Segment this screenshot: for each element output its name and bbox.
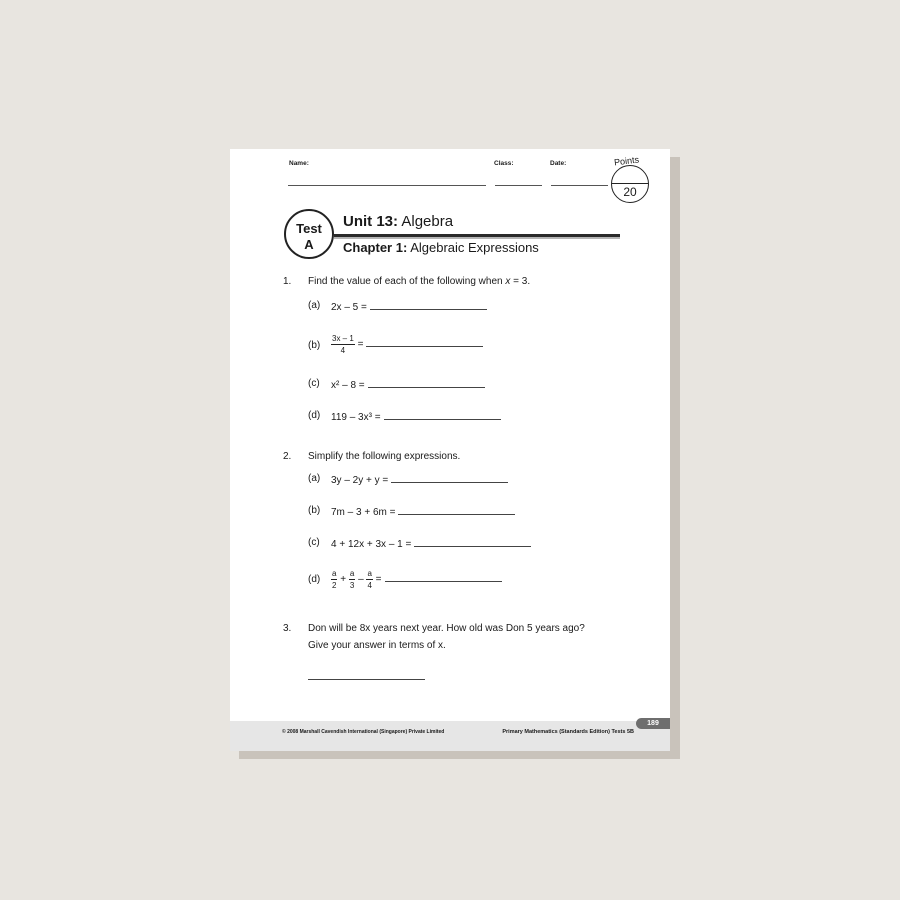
q1-text: Find the value of each of the following when x = 3. — [308, 276, 531, 287]
q1-number: 1. — [283, 276, 292, 287]
chapter-title: Chapter 1: Algebraic Expressions — [343, 240, 539, 255]
name-label: Name: — [289, 160, 309, 167]
footer — [230, 721, 670, 751]
class-label: Class: — [494, 160, 514, 167]
badge-test: Test — [296, 221, 322, 236]
answer-line[interactable] — [398, 505, 515, 515]
test-badge — [284, 209, 334, 259]
date-label: Date: — [550, 160, 567, 167]
points-value: 20 — [623, 185, 637, 199]
class-field[interactable] — [495, 185, 542, 186]
worksheet-page: Name: Class: Date: Points 20 Test A Unit 13: Algebra Chapter 1: Algebraic Expressions 1. Find the value of each of the following when x = 3. (a) 2x – 5 = (b) $\frac{3x - 1}{4}$ = (c) x² – 8 = (d) 119 – 3x³ = 2. Simplify the following expressions. (a) 3y – 2y + y = (b) 7m – 3 + 6m = (c) 4 + 12x + 3x – 1 = (d) $\frac{a}{2}$ + $\frac{a}{3}$ – $\frac{a}{4}$ = 3. Don will be 8x years next year. How old was Don 5 years ago? Give your answer in terms of x. © 2008 Marshall Cavendish International (Singapore) Private Limited Primary Mathematics (Standards Edition) Tests 5B 189 — [230, 149, 670, 751]
answer-line[interactable] — [384, 410, 501, 420]
date-field[interactable] — [551, 185, 608, 186]
fraction: $\frac{a}{4}$ — [367, 569, 372, 590]
copyright: © 2008 Marshall Cavendish International (Singapore) Private Limited — [282, 729, 445, 735]
q3-number: 3. — [283, 623, 292, 634]
q3-answer-line[interactable] — [308, 679, 425, 680]
page-number: 189 — [636, 718, 670, 729]
points-label: Points — [613, 154, 640, 168]
fraction: $\frac{3x - 1}{4}$ — [332, 334, 354, 355]
unit-title: Unit 13: Algebra — [343, 213, 454, 230]
q2-number: 2. — [283, 451, 292, 462]
answer-line[interactable] — [368, 378, 485, 388]
fraction: $\frac{a}{3}$ — [349, 569, 355, 590]
q3-text: Don will be 8x years next year. How old was Don 5 years ago? Give your answer in terms of x. — [308, 623, 585, 651]
book-title: Primary Mathematics (Standards Edition) Tests 5B — [502, 729, 634, 735]
answer-line[interactable] — [391, 473, 508, 483]
title-rule-shade — [334, 237, 620, 239]
answer-line[interactable] — [414, 537, 531, 547]
badge-letter: A — [304, 237, 314, 252]
fraction: $\frac{a}{2}$ — [332, 569, 337, 590]
points-circle — [611, 165, 649, 203]
q2-text: Simplify the following expressions. — [308, 451, 461, 462]
answer-line[interactable] — [366, 337, 483, 347]
answer-line[interactable] — [370, 300, 487, 310]
name-field[interactable] — [288, 185, 486, 186]
answer-line[interactable] — [385, 572, 502, 582]
